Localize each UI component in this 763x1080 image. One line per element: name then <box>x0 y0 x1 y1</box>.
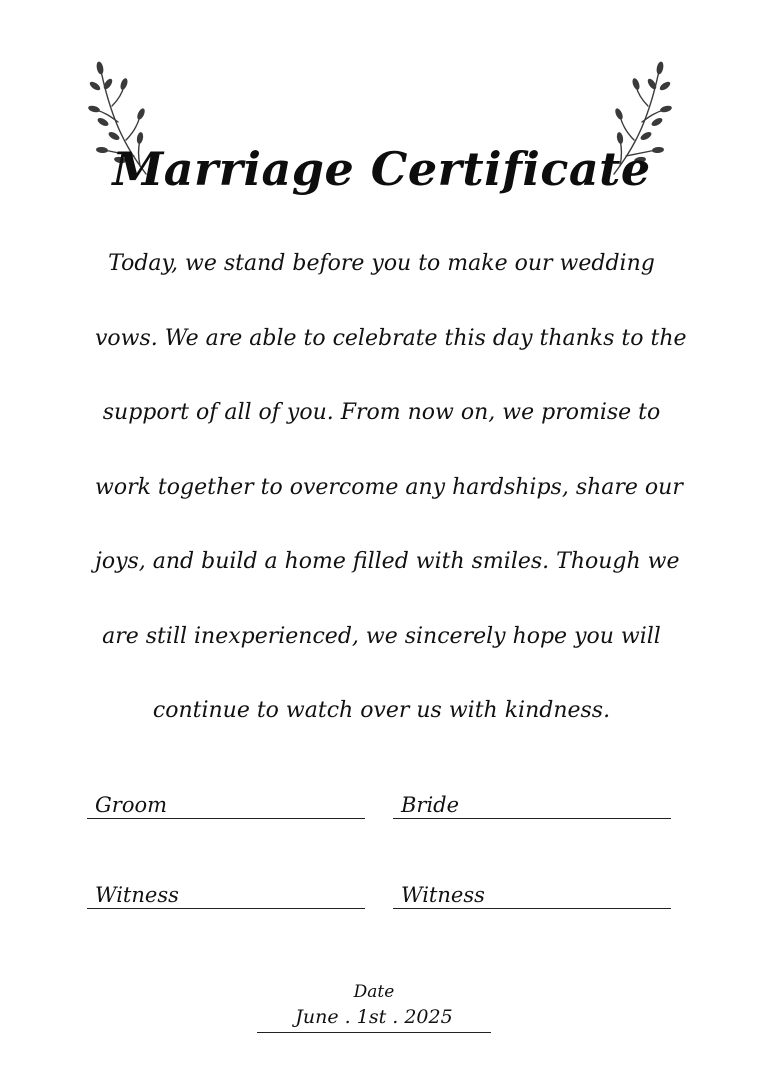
witness-2-signature-line[interactable] <box>393 868 671 909</box>
vow-line: support of all of you. From now on, we promise to <box>102 400 661 425</box>
date-block <box>257 980 491 1033</box>
vows-text <box>95 236 687 758</box>
vow-line: Today, we stand before you to make our wedding <box>108 251 655 276</box>
groom-signature-line[interactable] <box>87 778 365 819</box>
certificate-title: Marriage Certificate <box>112 141 651 196</box>
vow-line: joys, and build a home filled with smiles. Though we <box>95 549 680 574</box>
groom-label: Groom <box>95 793 168 817</box>
witness-1-signature-line[interactable] <box>87 868 365 909</box>
vow-line: are still inexperienced, we sincerely hope you will <box>102 623 661 649</box>
vow-line: continue to watch over us with kindness. <box>152 698 611 723</box>
date-value[interactable]: June . 1st . 2025 <box>257 1004 491 1033</box>
witness-1-label: Witness <box>95 883 179 907</box>
vow-line: vows. We are able to celebrate this day thanks to the <box>95 325 687 351</box>
bride-signature-line[interactable] <box>393 778 671 819</box>
bride-label: Bride <box>401 793 460 817</box>
vow-line: work together to overcome any hardships, share our <box>95 474 683 500</box>
date-label: Date <box>353 982 395 1002</box>
witness-2-label: Witness <box>401 883 485 907</box>
